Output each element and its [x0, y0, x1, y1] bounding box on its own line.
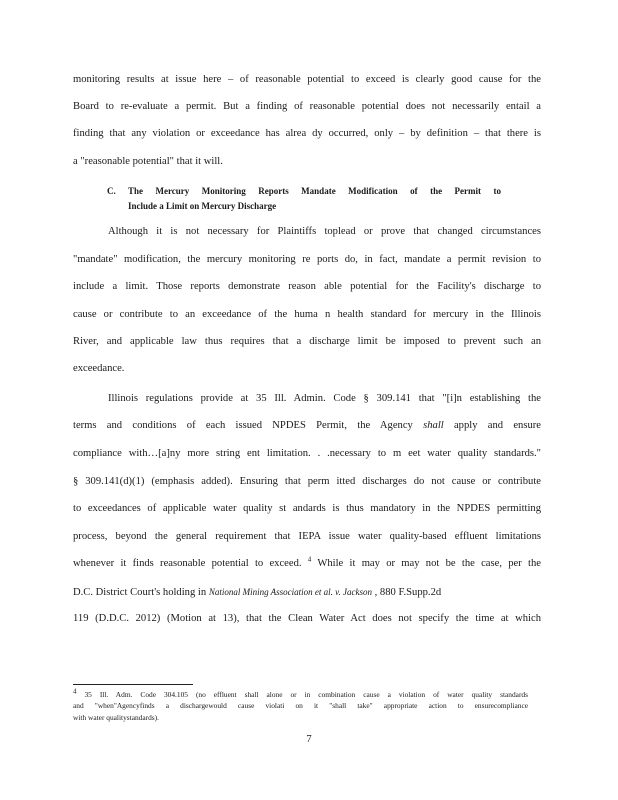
body-text-segment: apply and ensure	[443, 420, 541, 431]
body-text-segment: D.C. District Court's holding in	[73, 587, 209, 598]
body-text-segment: While it may or may not be the case, per the	[311, 558, 541, 569]
body-text-line: include a limit. Those reports demonstrate reason able potential for the Facility's discharge to	[73, 281, 541, 292]
body-text-line: a "reasonable potential" that it will.	[73, 156, 223, 167]
footnote-text: 35 Ill. Adm. Code 304.105 (no effluent shall alone or in combination cause a violation of water quality standards	[76, 690, 528, 699]
body-text-line: Illinois regulations provide at 35 Ill. Admin. Code § 309.141 that "[i]n establishing the	[108, 393, 541, 404]
footnote-line: and "when"Agencyfinds a dischargewould cause violati on it "shall take" appropriate action to ensurecompliance	[73, 701, 528, 710]
body-text-segment: terms and conditions of each issued NPDES Permit, the Agency	[73, 420, 424, 431]
body-text-line: River, and applicable law thus requires that a discharge limit be imposed to prevent such an	[73, 336, 541, 347]
body-text-line	[73, 585, 441, 600]
body-text-line: finding that any violation or exceedance has alrea dy occurred, only – by definition – that there is	[73, 128, 541, 139]
case-citation: National Mining Association et al. v. Jackson	[208, 587, 372, 597]
section-heading-line: The Mercury Monitoring Reports Mandate Modification of the Permit to	[128, 186, 501, 196]
footnote-line: with water qualitystandards).	[73, 713, 159, 722]
body-text-line: § 309.141(d)(1) (emphasis added). Ensuring that perm itted discharges do not cause or contribute	[73, 476, 541, 487]
section-heading-line: Include a Limit on Mercury Discharge	[128, 201, 277, 211]
body-text-line: to exceedances of applicable water quality st andards is thus mandatory in the NPDES permitting	[73, 503, 541, 514]
body-text-segment: whenever it finds reasonable potential to exceed.	[73, 558, 308, 569]
body-text-line: compliance with…[a]ny more string ent limitation. . .necessary to m eet water quality standards."	[73, 448, 541, 459]
body-text-line	[73, 557, 541, 571]
body-text-line: Board to re-evaluate a permit. But a finding of reasonable potential does not necessarily entail a	[73, 101, 541, 112]
footnote-line	[73, 687, 528, 700]
body-text-line: process, beyond the general requirement that IEPA issue water quality-based effluent limitations	[73, 531, 541, 542]
footnote-rule	[73, 684, 193, 685]
body-text-line: Although it is not necessary for Plaintiffs toplead or prove that changed circumstances	[108, 226, 541, 237]
body-text-line: monitoring results at issue here – of reasonable potential to exceed is clearly good cause for the	[73, 74, 541, 85]
body-text-line: "mandate" modification, the mercury monitoring re ports do, in fact, mandate a permit revision to	[73, 254, 541, 265]
body-text-line: exceedance.	[73, 363, 125, 374]
footnote-marker: 4	[73, 687, 77, 696]
emphasis-text: shall	[423, 420, 444, 431]
body-text-line: 119 (D.D.C. 2012) (Motion at 13), that the Clean Water Act does not specify the time at which	[73, 613, 541, 624]
body-text-segment: , 880 F.Supp.2d	[371, 587, 442, 598]
section-letter: C.	[107, 186, 116, 196]
body-text-line	[73, 419, 541, 433]
footnote-reference: 4	[307, 555, 312, 564]
body-text-line: cause or contribute to an exceedance of the huma n health standard for mercury in the Illinois	[73, 309, 541, 320]
page-number: 7	[306, 734, 312, 745]
